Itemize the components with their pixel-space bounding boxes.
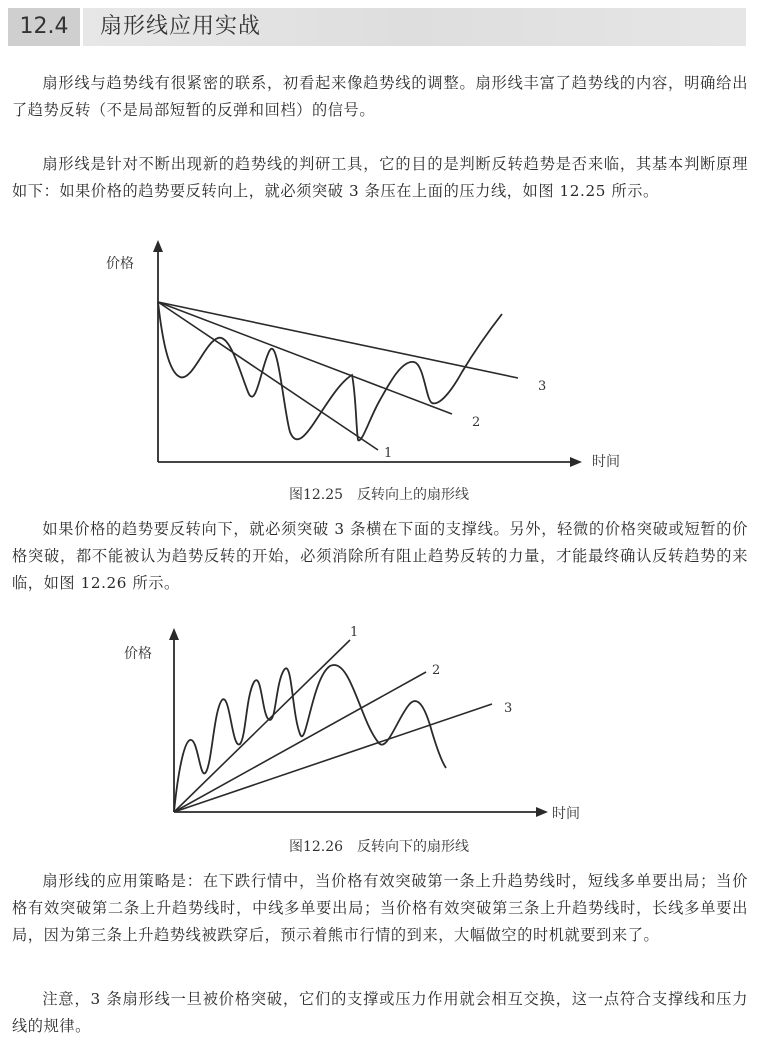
figure-fan-up: [0, 232, 758, 512]
x-axis-arrow: [536, 807, 548, 817]
section-heading: [8, 8, 746, 46]
fan-line-label-1: 1: [384, 446, 393, 461]
paragraph-strategy: 扇形线的应用策略是：在下跌行情中，当价格有效突破第一条上升趋势线时，短线多单要出局；当价格有效突破第二条上升趋势线时，中线多单要出局；当价格有效突破第三条上升趋势线时，长线多单要出局，因为第三条上升趋势线被跌穿后，预示着熊市行情的到来，大幅做空的时机就要到来了。: [12, 872, 748, 944]
fan-line-label-1: 1: [350, 625, 359, 640]
fan-line-3: [174, 704, 492, 812]
fan-line-label-2: 2: [472, 415, 481, 430]
paragraph-note: 注意，3 条扇形线一旦被价格突破，它们的支撑或压力作用就会相互交换，这一点符合支撑线和压力线的规律。: [12, 990, 748, 1035]
y-axis-label: 价格: [124, 646, 152, 662]
figure-fan-down-diagram: [0, 622, 758, 827]
y-axis-arrow: [169, 628, 179, 640]
fan-line-3: [158, 302, 518, 378]
figure-caption-12-25: 图12.25 反转向上的扇形线: [288, 487, 470, 503]
paragraph-principle: 扇形线是针对不断出现新的趋势线的判研工具，它的目的是判断反转趋势是否来临，其基本判断原理如下：如果价格的趋势要反转向上，就必须突破 3 条压在上面的压力线，如图 12.25 所示。: [12, 155, 748, 200]
x-axis-label: 时间: [552, 806, 580, 822]
fan-line-label-3: 3: [538, 379, 547, 394]
figure-fan-up-diagram: [0, 232, 758, 482]
figure-fan-down: [0, 622, 758, 862]
price-curve: [158, 302, 502, 440]
fan-line-1: [174, 640, 350, 812]
fan-line-1: [158, 302, 378, 450]
paragraph-reversal-down: 如果价格的趋势要反转向下，就必须突破 3 条横在下面的支撑线。另外，轻微的价格突破或短暂的价格突破，都不能被认为趋势反转的开始，必须消除所有阻止趋势反转的力量，才能最终确认反转趋势的来临，如图 12.26 所示。: [12, 520, 748, 592]
y-axis-arrow: [153, 240, 163, 252]
y-axis-label: 价格: [106, 256, 134, 272]
x-axis-arrow: [570, 457, 582, 467]
fan-line-2: [158, 302, 452, 414]
paragraph-intro: 扇形线与趋势线有很紧密的联系，初看起来像趋势线的调整。扇形线丰富了趋势线的内容，明确给出了趋势反转（不是局部短暂的反弹和回档）的信号。: [12, 74, 748, 119]
fan-line-label-2: 2: [432, 663, 441, 678]
figure-caption-12-26: 图12.26 反转向下的扇形线: [288, 839, 470, 855]
fan-line-label-3: 3: [504, 701, 513, 716]
section-number: 12.4: [8, 8, 83, 46]
x-axis-label: 时间: [592, 454, 620, 470]
section-title: 扇形线应用实战: [100, 14, 262, 39]
